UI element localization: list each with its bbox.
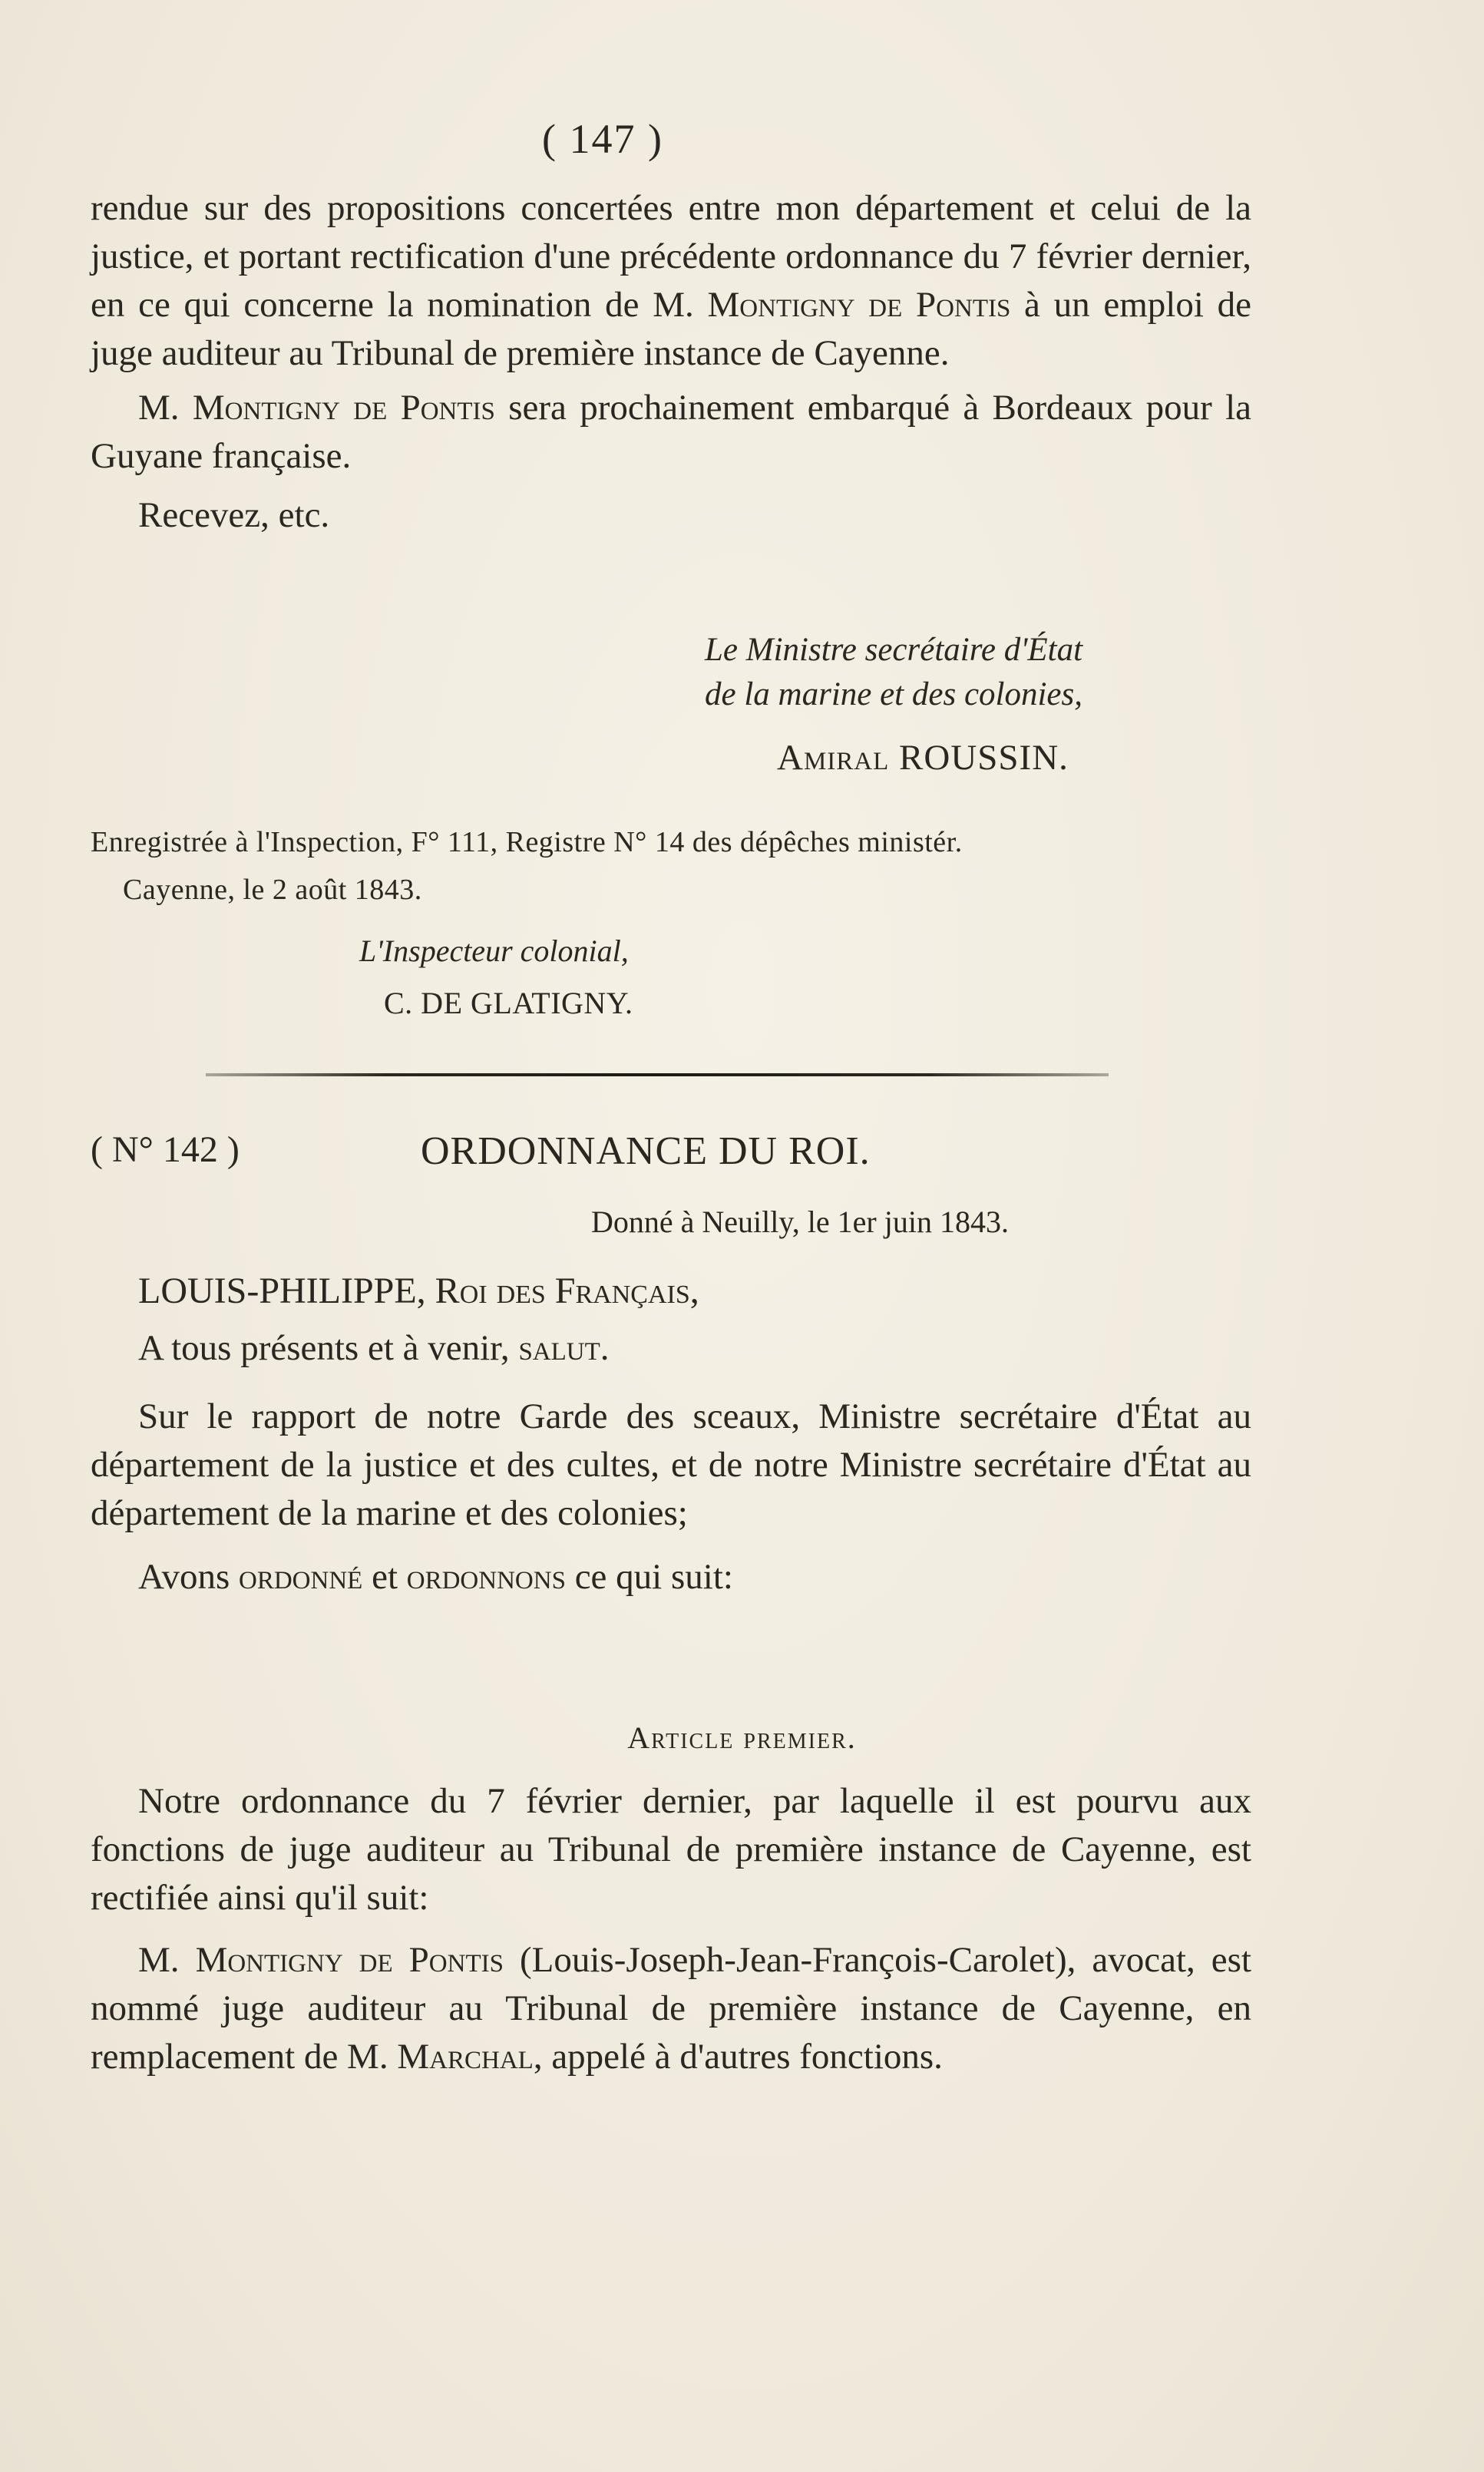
preamble-paragraph: Sur le rapport de notre Garde des sceaux, Ministre secrétaire d'État au département de la justice et des cultes, et de notre Ministre secrétaire d'État au département de la marine et des colonies; [91,1396,1251,1533]
section-divider [206,1073,1109,1076]
letter-body [91,184,1251,540]
salutation-line: A tous présents et à venir, salut. [138,1328,610,1368]
page-number: ( 147 ) [542,116,663,162]
signature-name: Amiral ROUSSIN. [777,738,1069,778]
ordonnance-body [91,1267,1251,1601]
ordonnance-date: Donné à Neuilly, le 1er juin 1843. [591,1205,1009,1239]
king-line: LOUIS-PHILIPPE, Roi des Français, [138,1271,699,1311]
article-title: Article premier. [627,1720,857,1755]
inspector-name: C. DE GLATIGNY. [384,986,633,1020]
signature-title-line-2: de la marine et des colonies, [705,676,1083,712]
letter-closing: Recevez, etc. [138,495,330,535]
signature-title-line-1: Le Ministre secrétaire d'État [705,632,1083,668]
article-paragraph-1: Notre ordonnance du 7 février dernier, par laquelle il est pourvu aux fonctions de juge auditeur au Tribunal de première instance de Cayenne, est rectifiée ainsi qu'il suit: [91,1781,1251,1918]
ordonnance-number: ( N° 142 ) [91,1129,240,1170]
ordonnance-title: ORDONNANCE DU ROI. [421,1129,871,1173]
inspector-title: L'Inspecteur colonial, [359,934,629,968]
registration-line: Enregistrée à l'Inspection, F° 111, Registre N° 14 des dépêches ministér. [91,826,963,858]
article-paragraph-2: M. Montigny de Pontis (Louis-Joseph-Jean-François-Carolet), avocat, est nommé juge auditeur au Tribunal de première instance de Cayenne, en remplacement de M. Marchal, appelé à d'autres fonctions. [91,1940,1251,2077]
article-body [91,1777,1251,2081]
letter-paragraph-2: M. Montigny de Pontis sera prochainement embarqué à Bordeaux pour la Guyane française. [91,388,1251,476]
avons-line: Avons ordonné et ordonnons ce qui suit: [138,1557,733,1597]
place-date-line: Cayenne, le 2 août 1843. [123,874,422,906]
letter-paragraph-1: rendue sur des propositions concertées entre mon département et celui de la justice, et portant rectification d'une précédente ordonnance du 7 février dernier, en ce qui concerne la nomination de M. Montigny de Pontis à un emploi de juge auditeur au Tribunal de première instance de Cayenne. [91,188,1251,373]
